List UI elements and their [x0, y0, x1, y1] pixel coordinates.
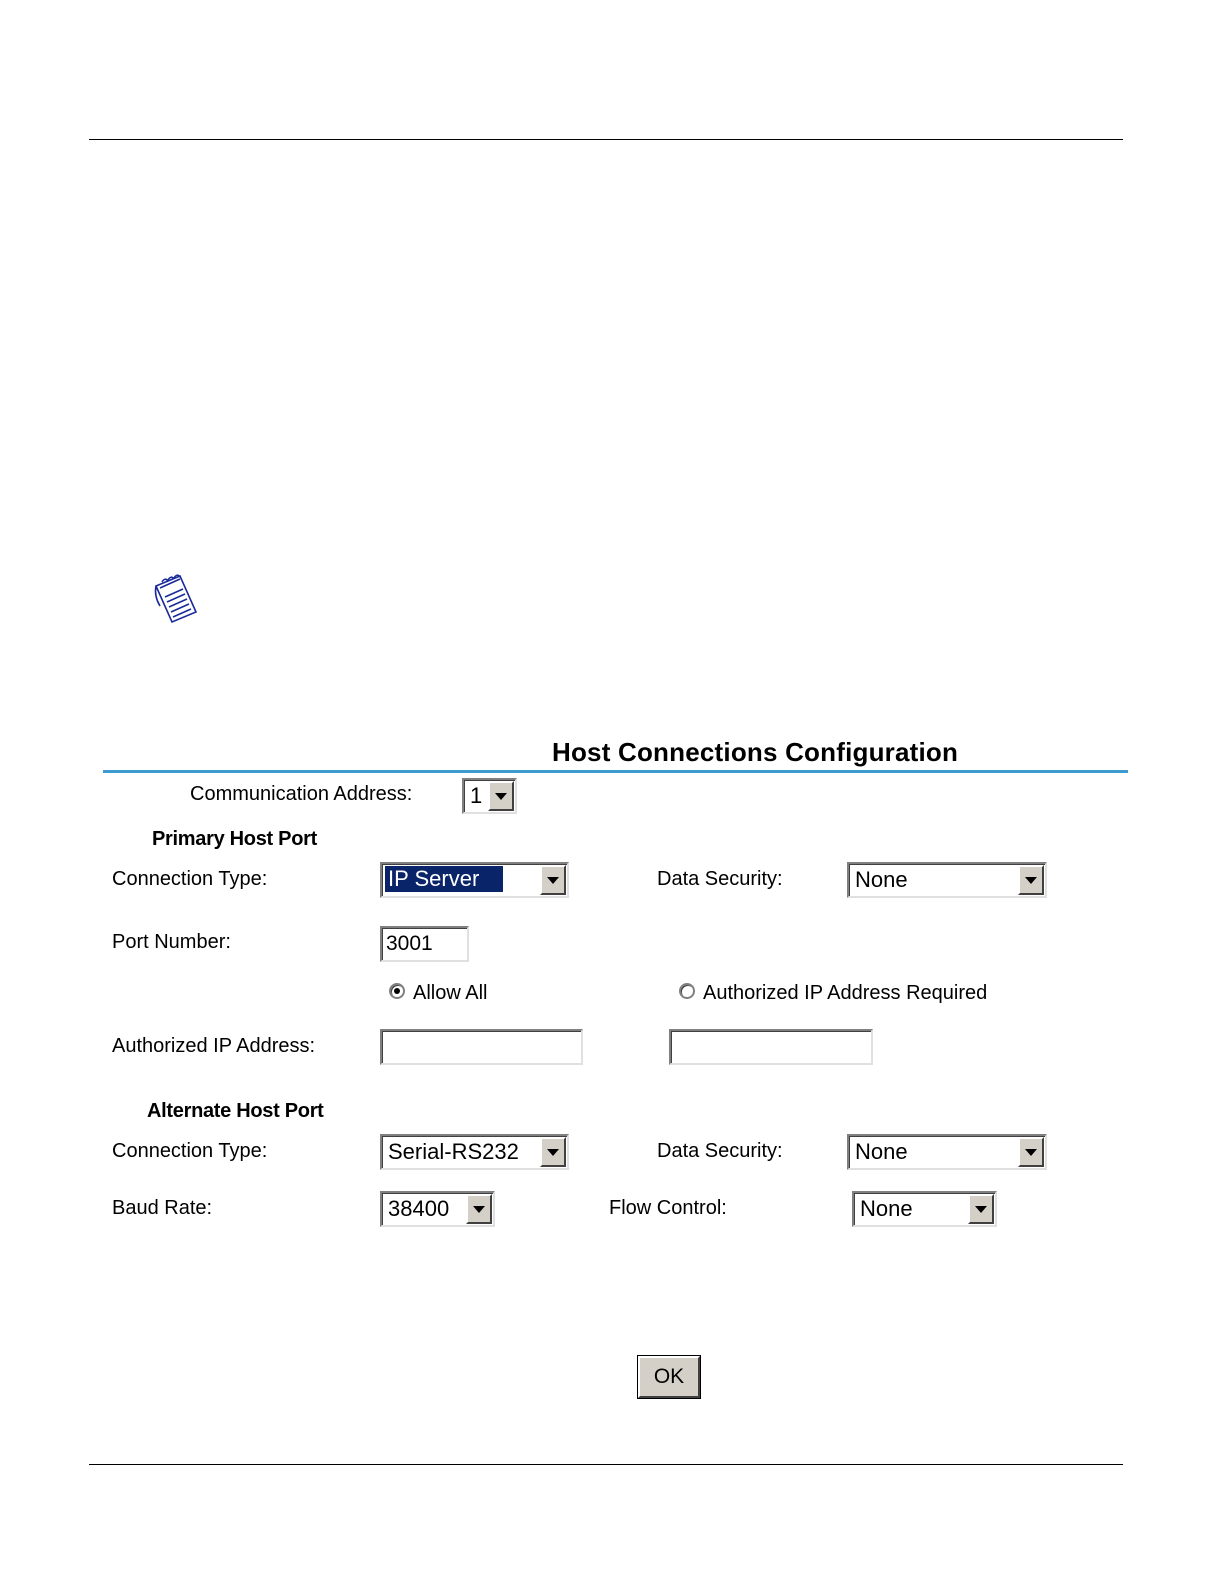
footer-rule [89, 1464, 1123, 1465]
alternate-data-security-select[interactable] [847, 1134, 1047, 1170]
ok-button[interactable]: OK [638, 1356, 700, 1398]
header-rule [89, 139, 1123, 140]
authorized-ip-required-label: Authorized IP Address Required [703, 982, 988, 1004]
chevron-down-icon[interactable] [540, 865, 566, 895]
chevron-down-icon[interactable] [466, 1194, 492, 1224]
primary-connection-type-label: Connection Type: [112, 868, 268, 890]
communication-address-select[interactable] [462, 778, 517, 814]
communication-address-label: Communication Address: [190, 783, 413, 805]
port-number-value: 3001 [386, 932, 433, 955]
primary-data-security-select[interactable] [847, 862, 1047, 898]
chevron-down-icon[interactable] [488, 781, 514, 811]
chevron-down-icon[interactable] [540, 1137, 566, 1167]
authorized-ip-address-input-1[interactable] [380, 1029, 583, 1065]
allow-all-radio[interactable] [389, 983, 405, 999]
chevron-down-icon[interactable] [968, 1194, 994, 1224]
baud-rate-select[interactable] [380, 1191, 495, 1227]
port-number-input[interactable] [380, 926, 469, 962]
alternate-connection-type-select[interactable] [380, 1134, 569, 1170]
note-pad-icon [152, 572, 200, 626]
primary-data-security-label: Data Security: [657, 868, 783, 890]
primary-connection-type-value: IP Server [385, 866, 503, 892]
baud-rate-label: Baud Rate: [112, 1197, 213, 1219]
authorized-ip-required-radio[interactable] [679, 983, 695, 999]
allow-all-label: Allow All [413, 982, 488, 1004]
authorized-ip-address-input-2[interactable] [669, 1029, 873, 1065]
flow-control-select[interactable] [852, 1191, 997, 1227]
communication-address-value: 1 [470, 783, 483, 808]
alternate-data-security-label: Data Security: [657, 1140, 783, 1162]
flow-control-label: Flow Control: [609, 1197, 727, 1219]
alternate-connection-type-value: Serial-RS232 [388, 1139, 519, 1164]
dialog-title: Host Connections Configuration [552, 737, 959, 767]
baud-rate-value: 38400 [388, 1196, 450, 1221]
chevron-down-icon[interactable] [1018, 1137, 1044, 1167]
primary-host-port-heading: Primary Host Port [152, 828, 317, 850]
alternate-data-security-value: None [855, 1139, 908, 1164]
authorized-ip-address-label: Authorized IP Address: [112, 1035, 316, 1057]
flow-control-value: None [860, 1196, 913, 1221]
alternate-connection-type-label: Connection Type: [112, 1140, 268, 1162]
alternate-host-port-heading: Alternate Host Port [147, 1100, 324, 1122]
chevron-down-icon[interactable] [1018, 865, 1044, 895]
port-number-label: Port Number: [112, 931, 231, 953]
title-divider [103, 770, 1128, 773]
primary-data-security-value: None [855, 867, 908, 892]
primary-connection-type-select[interactable] [380, 862, 569, 898]
